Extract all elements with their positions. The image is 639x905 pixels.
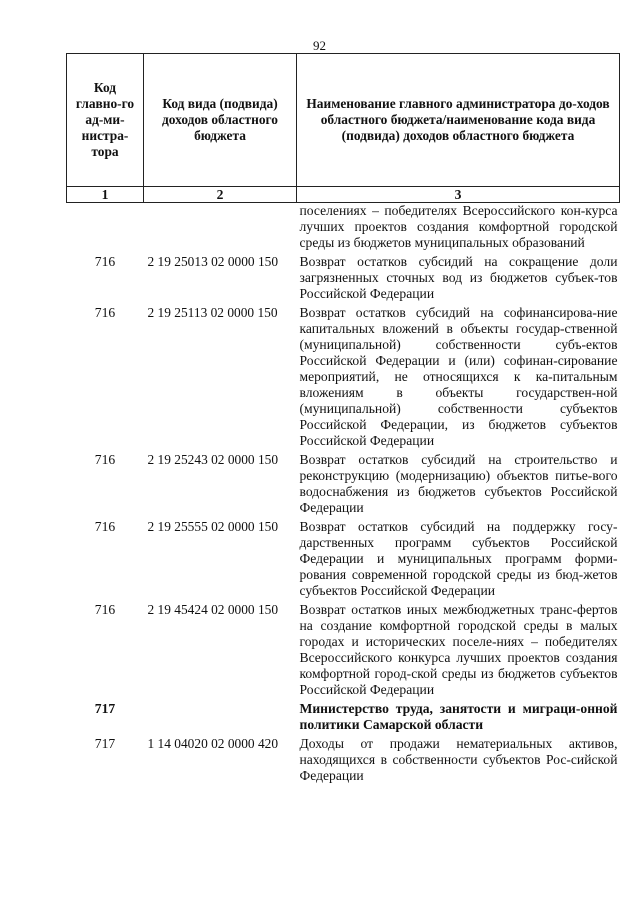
column-number: 2 [144, 187, 297, 203]
column-number-row [67, 187, 620, 203]
name-cell: поселениях – победителях Всероссийского кон-курса лучших проектов создания комфортной городской среды из бюджетов муниципальных образований [299, 203, 618, 250]
table-row [67, 452, 620, 519]
admin-code-cell: 716 [94, 452, 116, 467]
name-cell: Возврат остатков субсидий на строительство и реконструкцию (модернизацию) объектов питье-вого водоснабжения из бюджетов субъектов Российской Федерации [299, 452, 618, 515]
admin-code-cell: 717 [94, 736, 116, 751]
column-number: 1 [67, 187, 144, 203]
revenue-code-cell: 2 19 25555 02 0000 150 [147, 519, 279, 534]
admin-code-cell: 716 [94, 602, 116, 617]
revenue-code-cell: 2 19 25013 02 0000 150 [147, 254, 279, 269]
table-row [67, 203, 620, 255]
table-row [67, 736, 620, 787]
name-cell: Возврат остатков субсидий на софинансирова-ние капитальных вложений в объекты государ-ственной (муниципальной) собственности субъ-ектов Российской Федерации и (или) софинан-сирование мероприятий, не относящихся к ка-питальным вложениям в объекты государствен-ной (муниципальной) собственности субъектов Российской Федерации, из бюджетов субъектов Российской Федерации [299, 305, 618, 448]
admin-code-cell: 716 [94, 519, 116, 534]
revenue-codes-table [66, 53, 620, 787]
name-cell: Возврат остатков иных межбюджетных транс-фертов на создание комфортной городской среды в малых городах и исторических поселе-ниях – победителях Всероссийского конкурса лучших проектов создания комфортной город-ской среды из бюджетов субъектов Российской Федерации [299, 602, 618, 697]
revenue-code-cell: 1 14 04020 02 0000 420 [147, 736, 279, 751]
table-row [67, 305, 620, 452]
name-cell: Возврат остатков субсидий на сокращение доли загрязненных сточных вод из бюджетов субъек-тов Российской Федерации [299, 254, 618, 301]
table-row [67, 254, 620, 305]
ministry-name-cell: Министерство труда, занятости и миграци-онной политики Самарской области [299, 701, 618, 732]
revenue-code-cell: 2 19 25243 02 0000 150 [147, 452, 279, 467]
revenue-code-cell: 2 19 45424 02 0000 150 [147, 602, 279, 617]
revenue-code-cell: 2 19 25113 02 0000 150 [147, 305, 278, 320]
table-header-row [67, 54, 620, 187]
admin-code-cell [67, 203, 144, 255]
name-cell: Возврат остатков субсидий на поддержку госу-дарственных программ субъектов Российской Федерации и муниципальных программ форми-рования современной городской среды из бюд-жетов субъектов Российской Федерации [299, 519, 618, 598]
revenue-code-cell [144, 701, 297, 736]
admin-code-cell: 716 [94, 305, 116, 320]
revenue-code-cell [144, 203, 297, 255]
ministry-row [67, 701, 620, 736]
header-admin-code: Код главно-го ад-ми-нистра-тора [67, 54, 144, 187]
header-name: Наименование главного администратора до-ходов областного бюджета/наименование кода вида (подвида) доходов областного бюджета [297, 54, 620, 187]
header-revenue-code: Код вида (подвида) доходов областного бюджета [144, 54, 297, 187]
name-cell: Доходы от продажи нематериальных активов, находящихся в собственности субъектов Рос-сийской Федерации [299, 736, 618, 783]
page-number: 92 [313, 38, 326, 53]
column-number: 3 [297, 187, 620, 203]
table-row [67, 602, 620, 701]
admin-code-cell: 716 [94, 254, 116, 269]
admin-code-cell: 717 [94, 701, 116, 716]
table-row [67, 519, 620, 602]
